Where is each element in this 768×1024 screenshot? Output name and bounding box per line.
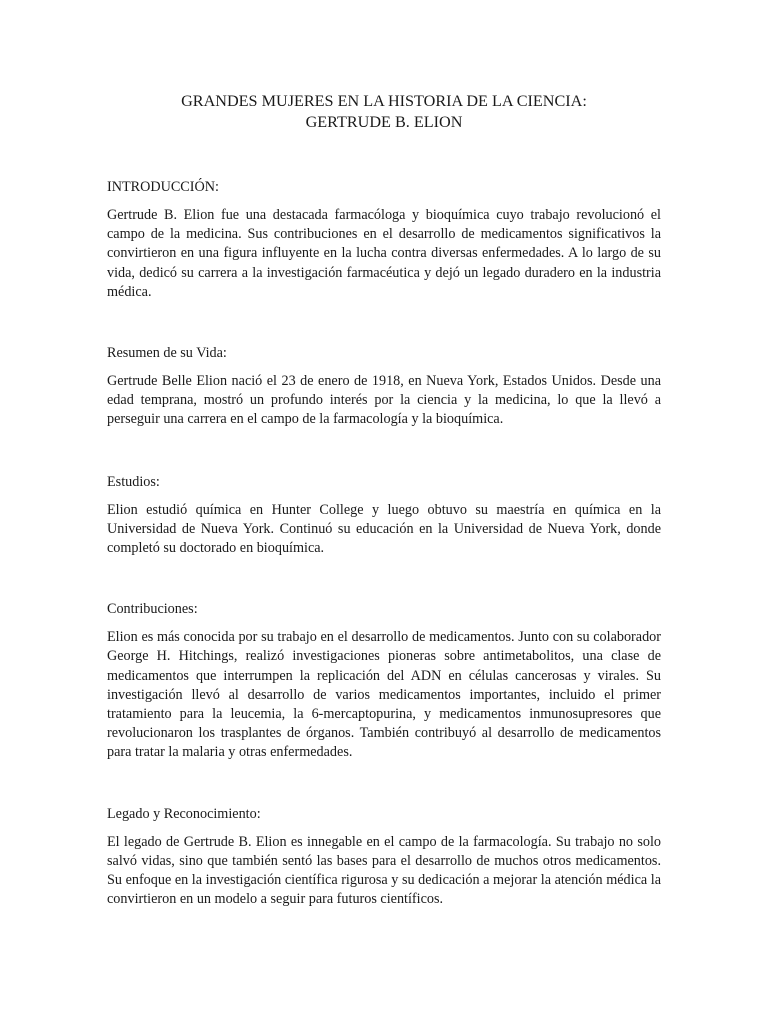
document-page <box>107 91 661 909</box>
heading-estudios: Estudios: <box>107 473 160 490</box>
heading-contribuciones: Contribuciones: <box>107 601 198 618</box>
paragraph-introduccion: Gertrude B. Elion fue una destacada farmacóloga y bioquímica cuyo trabajo revolucionó el campo de la medicina. Sus contribuciones en el desarrollo de medicamentos significativos la convirtieron en una figura influyente en la lucha contra diversas enfermedades. A lo largo de su vida, dedicó su carrera a la investigación farmacéutica y dejó un legado duradero en la industria médica. <box>107 207 661 300</box>
title-line-2: GERTRUDE B. ELION <box>305 113 463 131</box>
heading-introduccion: INTRODUCCIÓN: <box>107 179 219 195</box>
heading-legado: Legado y Reconocimiento: <box>107 805 261 822</box>
paragraph-estudios: Elion estudió química en Hunter College y luego obtuvo su maestría en química en la Universidad de Nueva York. Continuó su educación en la Universidad de Nueva York, donde completó su doctorado en bioquímica. <box>107 501 661 557</box>
heading-resumen-vida: Resumen de su Vida: <box>107 345 227 362</box>
document-title <box>107 91 661 133</box>
paragraph-resumen-vida: Gertrude Belle Elion nació el 23 de enero de 1918, en Nueva York, Estados Unidos. Desde una edad temprana, mostró un profundo interés por la ciencia y la medicina, lo que la llevó a perseguir una carrera en el campo de la farmacología y la bioquímica. <box>107 373 661 428</box>
title-line-1: GRANDES MUJERES EN LA HISTORIA DE LA CIENCIA: <box>181 92 587 110</box>
paragraph-contribuciones: Elion es más conocida por su trabajo en el desarrollo de medicamentos. Junto con su colaborador George H. Hitchings, realizó investigaciones pioneras sobre antimetabolitos, una clase de medicamentos que interrumpen la replicación del ADN en células cancerosas y virales. Su investigación llevó al desarrollo de varios medicamentos importantes, incluido el primer tratamiento para la leucemia, la 6-mercaptopurina, y medicamentos inmunosupresores que revolucionaron los trasplantes de órganos. También contribuyó al desarrollo de medicamentos para tratar la malaria y otras enfermedades. <box>107 629 661 761</box>
paragraph-legado: El legado de Gertrude B. Elion es innegable en el campo de la farmacología. Su trabajo no solo salvó vidas, sino que también sentó las bases para el desarrollo de muchos otros medicamentos. Su enfoque en la investigación científica rigurosa y su dedicación a mejorar la atención médica la convirtieron en un modelo a seguir para futuros científicos. <box>107 833 661 908</box>
